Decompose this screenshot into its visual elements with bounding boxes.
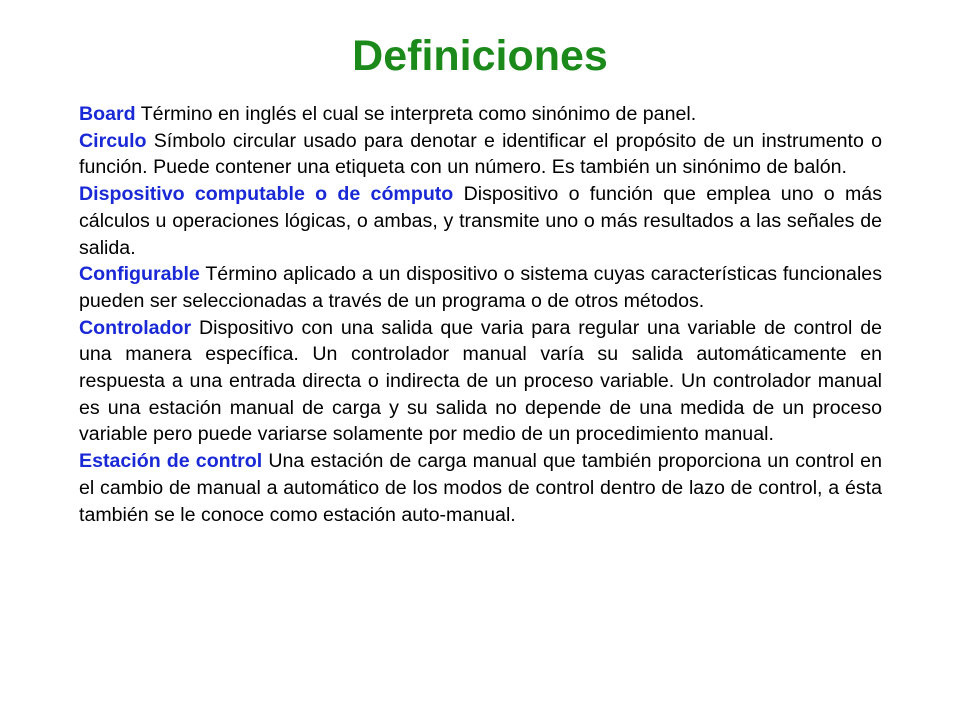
- definition-term: Controlador: [79, 316, 192, 339]
- definition-text: Símbolo circular usado para denotar e identificar el propósito de un instrumento o función. Puede contener una etiqueta con un número. Es también un sinónimo de balón.: [79, 129, 882, 179]
- definition-board: [79, 101, 882, 128]
- definition-term: Circulo: [79, 129, 147, 152]
- definition-text: Término en inglés el cual se interpreta como sinónimo de panel.: [140, 103, 697, 125]
- definition-term: Estación de control: [79, 450, 263, 473]
- definition-circulo: [79, 128, 882, 181]
- definition-configurable: [79, 261, 882, 314]
- definition-text: Una estación de carga manual que también proporciona un control en el cambio de manual a automático de los modos de control dentro de lazo de control, a ésta también se le conoce como estación auto-manual.: [79, 450, 882, 526]
- page-title: Definiciones: [352, 32, 608, 80]
- definition-controlador: [79, 315, 882, 449]
- definition-term: Dispositivo computable o de cómputo: [79, 183, 454, 206]
- definition-estacion-de-control: [79, 448, 882, 528]
- definition-text: Término aplicado a un dispositivo o sistema cuyas características funcionales pueden ser seleccionadas a través de un programa o de otros métodos.: [79, 263, 882, 312]
- definition-text: Dispositivo o función que emplea uno o más cálculos u operaciones lógicas, o ambas, y transmite uno o más resultados a las señales de salida.: [79, 183, 882, 259]
- definition-text: Dispositivo con una salida que varia para regular una variable de control de una manera específica. Un controlador manual varía su salida automáticamente en respuesta a una entrada directa o indirecta de un proceso variable. Un controlador manual es una estación manual de carga y su salida no depende de una medida de un proceso variable pero puede variarse solamente por medio de un procedimiento manual.: [79, 316, 882, 446]
- definitions-list: [79, 101, 882, 528]
- definition-dispositivo-computable: [79, 181, 882, 261]
- definition-term: Configurable: [79, 263, 200, 286]
- definition-term: Board: [79, 103, 136, 125]
